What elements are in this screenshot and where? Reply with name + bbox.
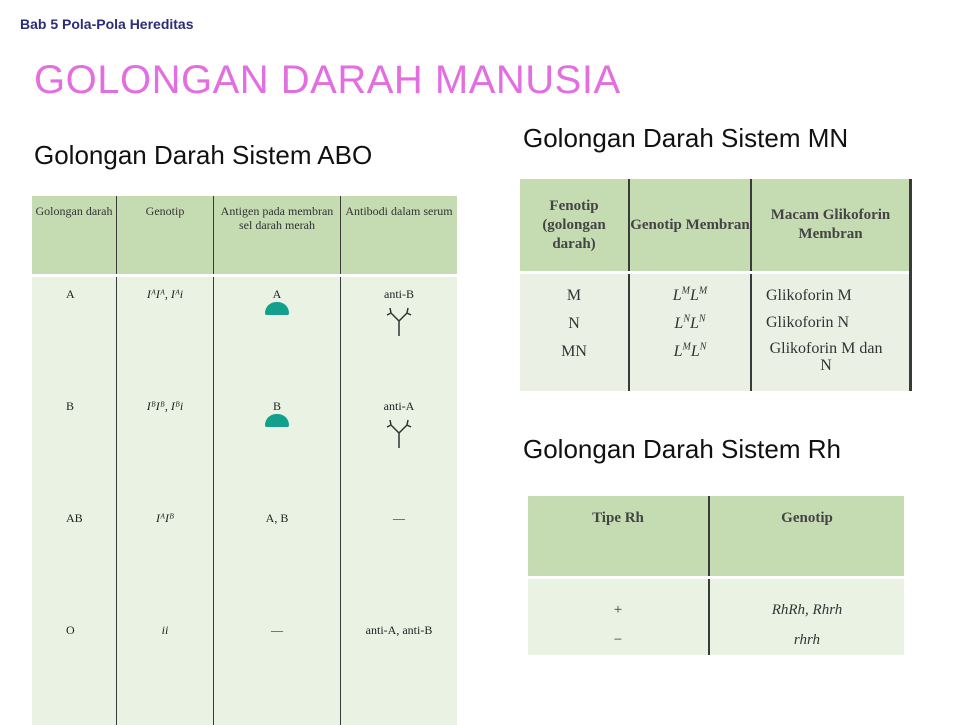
chapter-label: Bab 5 Pola-Pola Hereditas [20,16,194,32]
abo-antibody-cell [341,389,458,501]
mn-heading: Golongan Darah Sistem MN [523,123,849,153]
rh-heading: Golongan Darah Sistem Rh [523,434,841,464]
abo-antigen-cell [214,389,341,501]
list-item: $L^ML^M$ [672,285,708,304]
list-item: + [613,602,623,618]
list-item: rhrh [793,632,821,648]
table-row [32,276,457,390]
list-item: Glikoforin M dan N [769,340,883,374]
list-item: N [568,315,580,332]
rh-header-genotype: Genotip [709,496,904,578]
abo-antigen-label: B [272,399,281,413]
abo-table [32,196,457,725]
abo-antigen-cell: — [214,613,341,725]
abo-antibody-cell [341,276,458,390]
abo-heading: Golongan Darah Sistem ABO [34,140,373,170]
abo-header-genotype: Genotip [117,196,214,276]
table-row [528,578,904,656]
table-row [520,273,911,392]
list-item: Glikoforin M [766,287,852,304]
mn-header-genotype: Genotip Membran [629,179,751,273]
mn-table [520,179,912,391]
list-item: $L^NL^N$ [674,313,706,332]
abo-header-antigen: Antigen pada membran sel darah merah [214,196,341,276]
mn-glikoforin-cell [751,273,911,392]
list-item: Glikoforin N [766,314,850,331]
abo-group-cell: O [32,613,117,725]
abo-group-cell: A [32,276,117,390]
page-title: GOLONGAN DARAH MANUSIA [34,58,621,102]
list-item: MN [561,343,587,360]
abo-antibody-cell: — [393,511,405,525]
abo-header-antibody: Antibodi dalam serum [341,196,458,276]
table-row [32,501,457,613]
table-row [32,613,457,725]
antibody-y-icon [385,306,413,336]
abo-antigen-label: A [272,287,282,301]
abo-antigen-cell: A, B [214,501,341,613]
antigen-shape-icon [265,302,289,315]
list-item: RhRh, Rhrh [771,602,843,618]
mn-header-phenotype: Fenotip (golongan darah) [520,179,629,273]
abo-antibody-label: anti-A [383,399,415,413]
rh-header-type: Tipe Rh [528,496,709,578]
table-header-row [528,496,904,578]
table-header-row [520,179,911,273]
rh-type-cell [528,578,709,656]
list-item: − [613,632,623,648]
abo-antibody-cell: anti-A, anti-B [365,623,433,637]
abo-genotype-cell: IᴬIᴮ [117,501,214,613]
antibody-y-icon [385,418,413,448]
antigen-shape-icon [265,414,289,427]
abo-antibody-label: anti-B [384,287,414,301]
table-header-row [32,196,457,276]
abo-genotype-cell: ii [117,613,214,725]
abo-genotype-cell: IᴬIᴬ, Iᴬi [117,276,214,390]
mn-genotype-cell [629,273,751,392]
abo-genotype-cell: IᴮIᴮ, Iᴮi [117,389,214,501]
abo-header-group: Golongan darah [32,196,117,276]
rh-genotype-cell [709,578,904,656]
list-item: $L^ML^N$ [673,341,707,360]
abo-antigen-cell [214,276,341,390]
mn-phenotype-cell [520,273,629,392]
abo-group-cell: AB [32,501,117,613]
list-item: M [566,287,582,304]
abo-group-cell: B [32,389,117,501]
rh-table [528,496,904,655]
mn-header-glikoforin: Macam Glikoforin Membran [751,179,911,273]
table-row [32,389,457,501]
